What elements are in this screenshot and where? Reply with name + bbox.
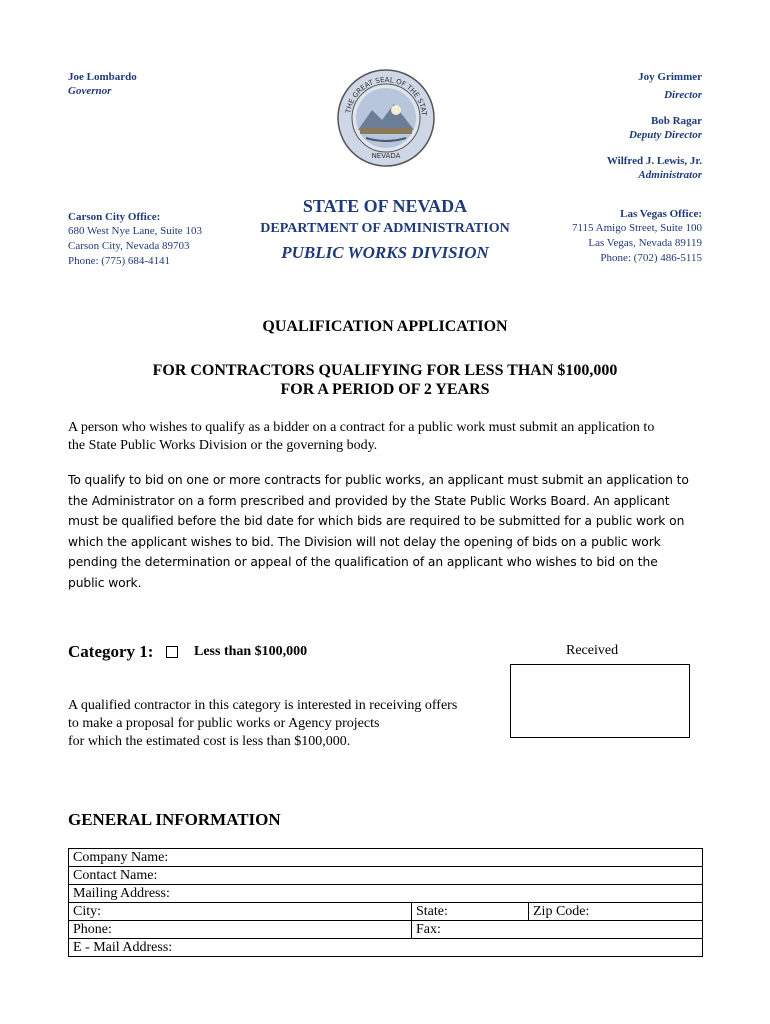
company-name-field[interactable]: Company Name: xyxy=(69,849,703,867)
fax-field[interactable]: Fax: xyxy=(412,921,703,939)
table-row xyxy=(69,921,703,939)
deputy-name: Bob Ragar xyxy=(650,115,702,127)
category-option-label: Less than $100,000 xyxy=(194,644,308,659)
qualify-line: pending the determination or appeal of the qualification of an applicant who wishes to bid on the xyxy=(68,555,658,569)
department-title: DEPARTMENT OF ADMINISTRATION xyxy=(260,221,510,236)
state-seal-logo xyxy=(336,68,436,168)
period-title: FOR A PERIOD OF 2 YEARS xyxy=(280,381,490,398)
category-label: Category 1: xyxy=(68,642,154,661)
qualify-line: the Administrator on a form prescribed and provided by the State Public Works Board. An applicant xyxy=(68,493,670,508)
qualify-line: which the applicant wishes to bid. The Division will not delay the opening of bids on a public work xyxy=(68,534,661,549)
table-row xyxy=(69,867,703,885)
category-desc-line: for which the estimated cost is less than $100,000. xyxy=(68,734,351,749)
division-title: PUBLIC WORKS DIVISION xyxy=(281,243,489,262)
lv-address2: Las Vegas, Nevada 89119 xyxy=(588,237,702,249)
qualification-title: QUALIFICATION APPLICATION xyxy=(262,318,508,335)
seal-top-text: THE GREAT SEAL OF THE STAT xyxy=(344,75,428,117)
contact-name-field[interactable]: Contact Name: xyxy=(69,867,703,885)
received-stamp-box[interactable] xyxy=(510,664,690,738)
for-contractors-title: FOR CONTRACTORS QUALIFYING FOR LESS THAN $100,000 xyxy=(152,362,618,379)
carson-office-label: Carson City Office: xyxy=(68,211,161,223)
administrator-title: Administrator xyxy=(638,169,702,181)
table-row xyxy=(69,903,703,921)
category-desc-line: A qualified contractor in this category is interested in receiving offers xyxy=(68,698,458,713)
intro-paragraph xyxy=(68,419,708,455)
email-field[interactable]: E - Mail Address: xyxy=(69,939,703,957)
state-title: STATE OF NEVADA xyxy=(302,196,468,216)
intro-line-1: A person who wishes to qualify as a bidder on a contract for a public work must submit an application to xyxy=(68,420,655,435)
table-row xyxy=(69,939,703,957)
director-title: Director xyxy=(664,89,702,101)
lv-phone: Phone: (702) 486-5115 xyxy=(600,252,702,264)
received-label: Received xyxy=(566,643,619,658)
category-desc-line: to make a proposal for public works or Agency projects xyxy=(68,716,380,731)
carson-phone: Phone: (775) 684-4141 xyxy=(68,255,171,267)
category-description xyxy=(68,697,457,751)
intro-line-2: the State Public Works Division or the governing body. xyxy=(68,438,378,453)
qualify-line: must be qualified before the bid date for which bids are required to be submitted for a public work on xyxy=(68,514,685,528)
governor-name: Joe Lombardo xyxy=(68,71,137,83)
seal-bottom-text: NEVADA xyxy=(371,152,401,160)
administrator-name: Wilfred J. Lewis, Jr. xyxy=(606,155,702,167)
table-row xyxy=(69,849,703,867)
lv-office-label: Las Vegas Office: xyxy=(620,208,702,220)
carson-address1: 680 West Nye Lane, Suite 103 xyxy=(68,225,202,237)
deputy-title: Deputy Director xyxy=(628,129,702,141)
lv-address1: 7115 Amigo Street, Suite 100 xyxy=(571,222,702,234)
qualify-line: public work. xyxy=(68,575,142,590)
mailing-address-field[interactable]: Mailing Address: xyxy=(69,885,703,903)
city-field[interactable]: City: xyxy=(69,903,412,921)
qualify-line: To qualify to bid on one or more contracts for public works, an applicant must submit an application to xyxy=(68,473,689,487)
director-name: Joy Grimmer xyxy=(638,71,702,83)
governor-title: Governor xyxy=(68,85,112,97)
zip-code-field[interactable]: Zip Code: xyxy=(529,903,703,921)
phone-field[interactable]: Phone: xyxy=(69,921,412,939)
general-info-table xyxy=(68,848,703,957)
qualify-paragraph xyxy=(68,470,708,593)
table-row xyxy=(69,885,703,903)
carson-address2: Carson City, Nevada 89703 xyxy=(68,240,190,252)
category-checkbox[interactable] xyxy=(166,646,178,658)
state-field[interactable]: State: xyxy=(412,903,529,921)
general-info-heading: GENERAL INFORMATION xyxy=(68,810,281,829)
